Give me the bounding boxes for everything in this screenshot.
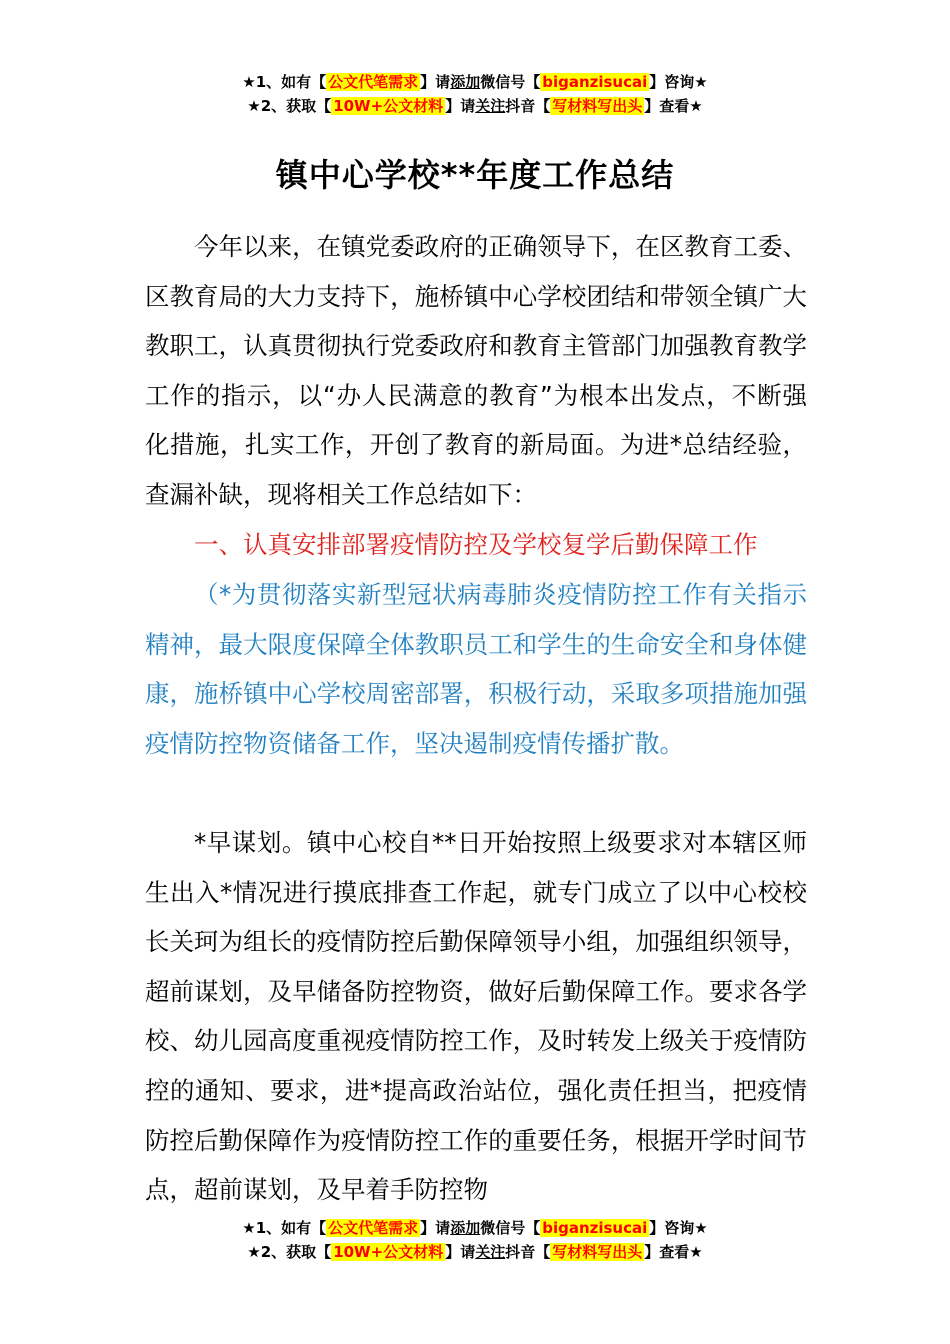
promo-line-1 [0,70,950,94]
promo-highlight: 10W+公文材料 [333,1243,444,1261]
promo-text: 抖音【 [505,97,551,115]
promo-emphasis: 添加 [450,1219,481,1237]
promo-highlight: biganzisucai [542,1219,648,1237]
promo-text: 】请 [420,73,451,91]
section-heading-1 [145,520,807,570]
promo-highlight: 10W+公文材料 [333,97,444,115]
promo-text: 】查看★ [644,1243,703,1261]
promo-highlight: biganzisucai [542,73,648,91]
note-text: （*为贯彻落实新型冠状病毒肺炎疫情防控工作有关指示精神，最大限度保障全体教职员工和学生的生命安全和身体健康，施桥镇中心学校周密部署，积极行动，采取多项措施加强疫情防控物资储备工作，坚决遏制疫情传播扩散。 [145,580,807,758]
promo-text: 】咨询★ [649,73,708,91]
promo-line-1 [0,1216,950,1240]
section-note-1 [145,570,807,768]
promo-text: ★1、如有【 [242,73,327,91]
promo-text: ★2、获取【 [247,1243,332,1261]
promo-text: 微信号【 [480,73,541,91]
heading-text: 一、认真安排部署疫情防控及学校复学后勤保障工作 [194,530,758,559]
promo-text: 】请 [420,1219,451,1237]
document-title: 镇中心学校**年度工作总结 [275,156,675,194]
promo-highlight: 写材料写出头 [552,1243,643,1261]
promo-text: 】咨询★ [649,1219,708,1237]
promo-text: 】请 [445,1243,476,1261]
promo-line-2 [0,94,950,118]
promo-text: 微信号【 [480,1219,541,1237]
promo-text: 抖音【 [505,1243,551,1261]
intro-paragraph [145,222,807,520]
promo-text: 】查看★ [644,97,703,115]
paragraph-text: *早谋划。镇中心校自**日开始按照上级要求对本辖区师生出入*情况进行摸底排查工作起，就专门成立了以中心校校长关珂为组长的疫情防控后勤保障领导小组，加强组织领导，超前谋划，及早储备防控物资，做好后勤保障工作。要求各学校、幼儿园高度重视疫情防控工作，及时转发上级关于疫情防控的通知、要求，进*提高政治站位，强化责任担当，把疫情防控后勤保障作为疫情防控工作的重要任务，根据开学时间节点，超前谋划，及早着手防控物 [145,828,807,1205]
paragraph-text: 今年以来，在镇党委政府的正确领导下，在区教育工委、区教育局的大力支持下，施桥镇中心学校团结和带领全镇广大教职工，认真贯彻执行党委政府和教育主管部门加强教育教学工作的指示，以“办人民满意的教育”为根本出发点，不断强化措施，扎实工作，开创了教育的新局面。为进*总结经验，查漏补缺，现将相关工作总结如下： [145,232,807,509]
footer-promo-banner [0,1216,950,1264]
promo-text: 】请 [445,97,476,115]
promo-emphasis: 添加 [450,73,481,91]
promo-text: ★1、如有【 [242,1219,327,1237]
promo-highlight: 公文代笔需求 [328,1219,419,1237]
header-promo-banner [0,70,950,118]
body-paragraph-2 [145,818,807,1215]
promo-emphasis: 关注 [475,97,506,115]
promo-text: ★2、获取【 [247,97,332,115]
promo-line-2 [0,1240,950,1264]
promo-highlight: 写材料写出头 [552,97,643,115]
promo-highlight: 公文代笔需求 [328,73,419,91]
promo-emphasis: 关注 [475,1243,506,1261]
